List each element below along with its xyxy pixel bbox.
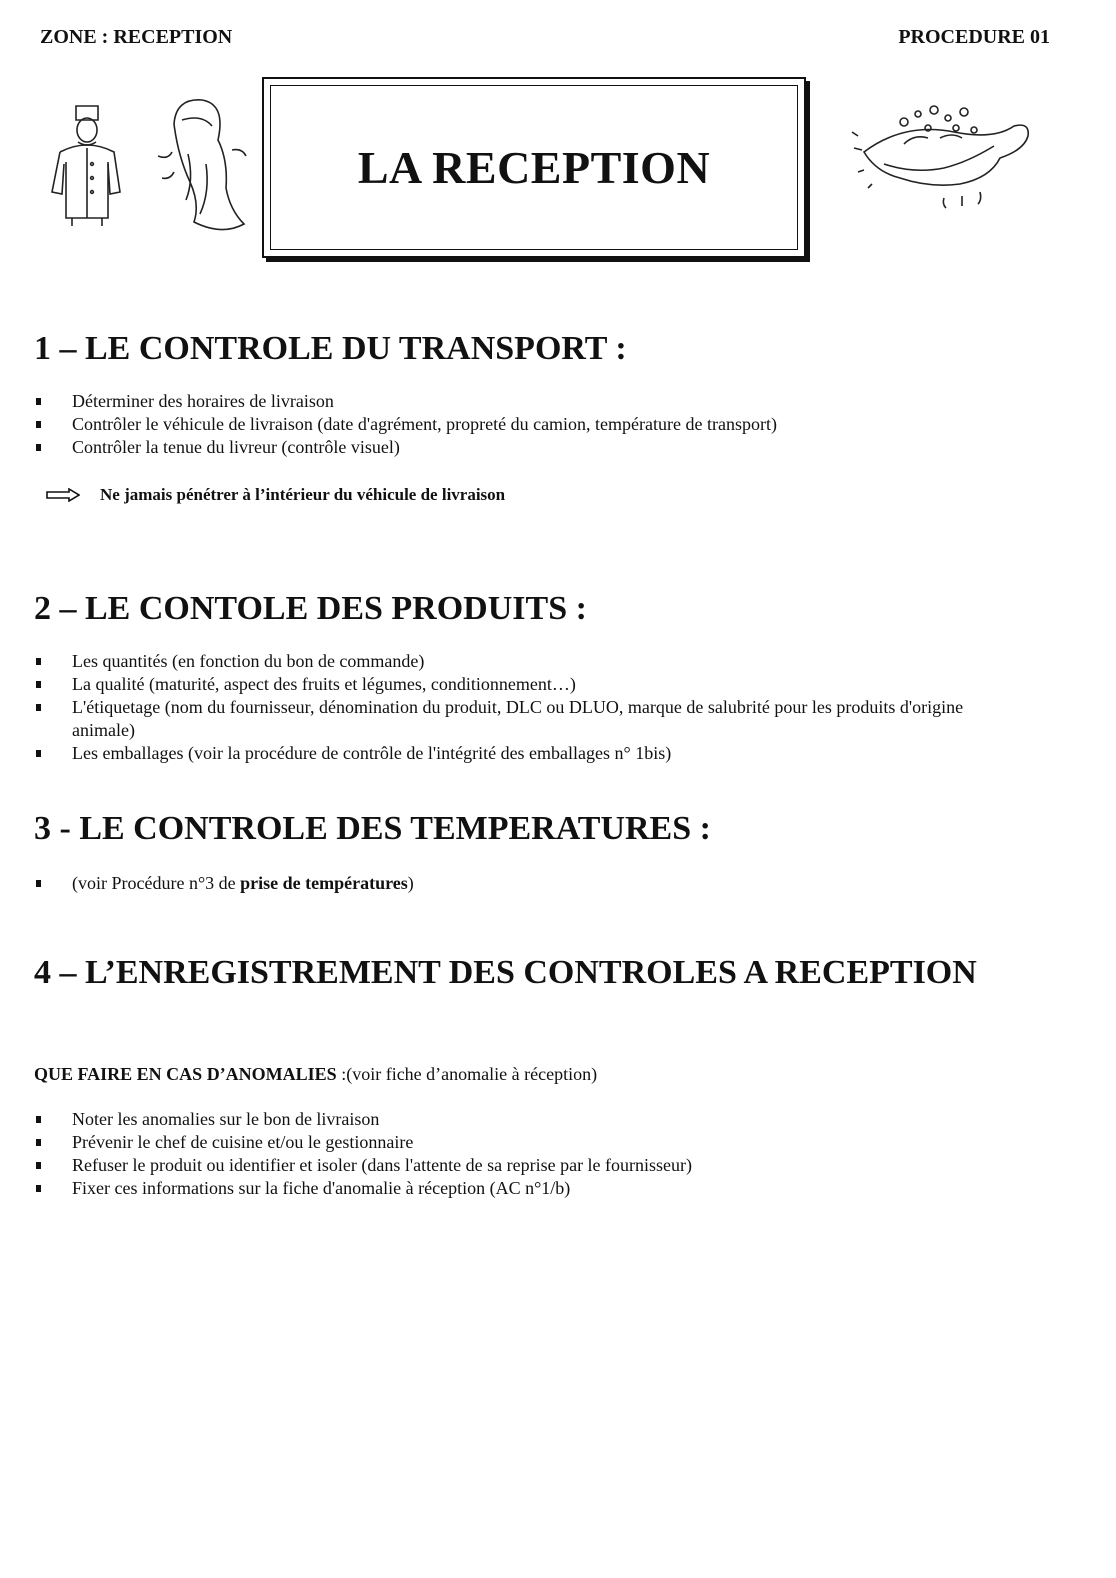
square-bullet-icon xyxy=(36,1139,41,1146)
list-item: Les quantités (en fonction du bon de commande) xyxy=(36,650,1026,673)
warning-note: Ne jamais pénétrer à l’intérieur du véhicule de livraison xyxy=(46,485,505,505)
list-item: La qualité (maturité, aspect des fruits et légumes, conditionnement…) xyxy=(36,673,1026,696)
square-bullet-icon xyxy=(36,880,41,887)
square-bullet-icon xyxy=(36,658,41,665)
anomalies-subhead: QUE FAIRE EN CAS D’ANOMALIES :(voir fiche d’anomalie à réception) xyxy=(34,1064,598,1084)
page-title: LA RECEPTION xyxy=(357,142,711,193)
list-item: Noter les anomalies sur le bon de livraison xyxy=(36,1108,692,1131)
title-box xyxy=(262,77,806,258)
zone-label: ZONE : RECEPTION xyxy=(40,26,233,48)
square-bullet-icon xyxy=(36,750,41,757)
list-item: Prévenir le chef de cuisine et/ou le gestionnaire xyxy=(36,1131,692,1154)
list-item: Déterminer des horaires de livraison xyxy=(36,390,777,413)
square-bullet-icon xyxy=(36,1162,41,1169)
section-3-title: 3 - LE CONTROLE DES TEMPERATURES : xyxy=(34,810,711,847)
right-arrow-icon xyxy=(46,488,80,502)
list-item: (voir Procédure n°3 de prise de températures) xyxy=(36,872,414,895)
square-bullet-icon xyxy=(36,421,41,428)
procedure-number: PROCEDURE 01 xyxy=(898,26,1050,48)
list-item: Contrôler le véhicule de livraison (date d'agrément, propreté du camion, température de transport) xyxy=(36,413,777,436)
list-item: L'étiquetage (nom du fournisseur, dénomination du produit, DLC ou DLUO, marque de salubrité pour les produits d'origine animale) xyxy=(36,696,1026,742)
square-bullet-icon xyxy=(36,704,41,711)
glove-illustration xyxy=(152,94,256,240)
section-3-list xyxy=(36,872,414,895)
section-1-list xyxy=(36,390,777,459)
list-item: Refuser le produit ou identifier et isoler (dans l'attente de sa reprise par le fournisseur) xyxy=(36,1154,692,1177)
section-1-title: 1 – LE CONTROLE DU TRANSPORT : xyxy=(34,330,627,367)
section-4-list xyxy=(36,1108,692,1200)
section-4-title: 4 – L’ENREGISTREMENT DES CONTROLES A RECEPTION xyxy=(34,954,977,991)
square-bullet-icon xyxy=(36,1116,41,1123)
section-2-list xyxy=(36,650,1026,765)
list-item: Contrôler la tenue du livreur (contrôle visuel) xyxy=(36,436,777,459)
section-2-title: 2 – LE CONTOLE DES PRODUITS : xyxy=(34,590,587,627)
list-item: Les emballages (voir la procédure de contrôle de l'intégrité des emballages n° 1bis) xyxy=(36,742,1026,765)
hand-washing-illustration xyxy=(844,92,1044,222)
square-bullet-icon xyxy=(36,444,41,451)
list-item: Fixer ces informations sur la fiche d'anomalie à réception (AC n°1/b) xyxy=(36,1177,692,1200)
square-bullet-icon xyxy=(36,681,41,688)
square-bullet-icon xyxy=(36,398,41,405)
square-bullet-icon xyxy=(36,1185,41,1192)
cook-figure-illustration xyxy=(44,100,130,230)
